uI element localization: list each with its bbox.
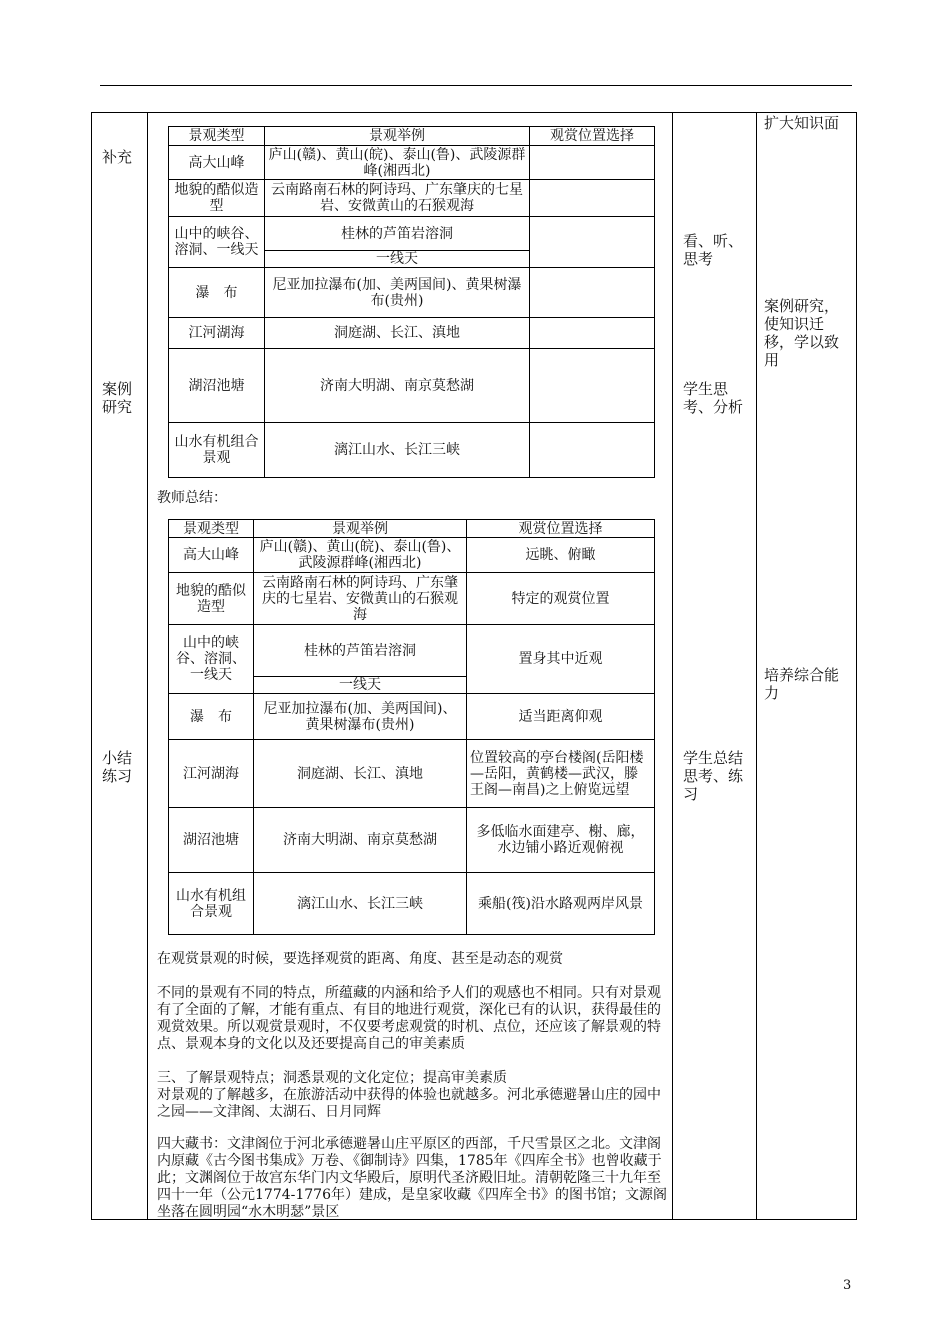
example-cell: 桂林的芦笛岩溶洞 — [265, 217, 530, 251]
intent-case-study: 案例研究，使知识迁移，学以致用 — [764, 297, 840, 369]
table-row — [169, 873, 655, 935]
example-cell: 尼亚加拉瀑布(加、美两国间)、黄果树瀑布(贵州) — [265, 268, 530, 318]
paragraph-chengde: 对景观的了解越多，在旅游活动中获得的体验也就越多。河北承德避暑山庄的园中之园——文津阁、太湖石、日月同辉 — [157, 1087, 661, 1120]
page-number: 3 — [843, 1278, 852, 1293]
type-cell: 高大山峰 — [169, 538, 254, 573]
table-row — [169, 349, 655, 423]
position-cell: 远眺、俯瞰 — [467, 538, 655, 573]
header-rule — [100, 85, 852, 86]
position-cell — [530, 423, 655, 478]
type-cell: 湖沼池塘 — [169, 349, 265, 423]
table-row — [169, 694, 655, 740]
table-row — [169, 180, 655, 217]
position-cell: 置身其中近观 — [467, 625, 655, 694]
paragraph-four-libraries: 四大藏书：文津阁位于河北承德避暑山庄平原区的西部，千尺雪景区之北。文津阁内原藏《古今图书集成》万卷、《御制诗》四集，1785年《四库全书》也曾收藏于此；文渊阁位于故宫东华门内文华殿后，原明代圣济殿旧址。清朝乾隆三十九年至四十一年（公元1774-1776年）建成，是皇家收藏《四库全书》的图书馆；文源阁坐落在圆明园“水木明瑟”景区 — [157, 1136, 667, 1220]
column-divider — [756, 113, 757, 1219]
table-row — [169, 217, 655, 251]
type-cell: 瀑 布 — [169, 694, 254, 740]
table-row — [169, 808, 655, 873]
position-cell: 多低临水面建亭、榭、廊，水边铺小路近观俯视 — [467, 808, 655, 873]
example-cell: 云南路南石林的阿诗玛、广东肇庆的七星岩、安微黄山的石猴观海 — [265, 180, 530, 217]
teacher-summary-label: 教师总结： — [157, 490, 227, 506]
type-cell: 山水有机组合景观 — [169, 423, 265, 478]
position-cell: 特定的观赏位置 — [467, 573, 655, 625]
table-row — [169, 625, 655, 677]
type-cell: 湖沼池塘 — [169, 808, 254, 873]
header-cell: 景观类型 — [169, 127, 265, 146]
column-divider — [147, 113, 148, 1219]
position-cell: 位置较高的亭台楼阁(岳阳楼—岳阳，黄鹤楼—武汉，滕王阁—南昌)之上俯览远望 — [467, 740, 655, 808]
position-cell — [530, 318, 655, 349]
position-cell — [530, 146, 655, 180]
student-activity-summary: 学生总结思考、练习 — [683, 749, 744, 803]
paragraph-landscape-features: 不同的景观有不同的特点，所蕴藏的内涵和给予人们的观感也不相同。只有对景观有了全面的了解，才能有重点、有目的地进行观赏，深化已有的认识，获得最佳的观赏效果。所以观赏景观时，不仅要考虑观赏的时机、点位，还应该了解景观的特点、景观本身的文化以及还要提高自己的审美素质 — [157, 985, 661, 1052]
type-cell: 瀑 布 — [169, 268, 265, 318]
intent-expand-knowledge: 扩大知识面 — [764, 114, 840, 132]
section-heading-three: 三、了解景观特点；洞悉景观的文化定位；提高审美素质 — [157, 1070, 507, 1086]
header-cell: 景观举例 — [265, 127, 530, 146]
type-cell: 江河湖海 — [169, 740, 254, 808]
student-activity-analyze: 学生思考、分析 — [683, 380, 744, 416]
teacher-summary-table — [168, 519, 655, 935]
example-cell: 济南大明湖、南京莫愁湖 — [265, 349, 530, 423]
example-cell: 一线天 — [254, 677, 467, 694]
intent-comprehensive-ability: 培养综合能力 — [764, 666, 840, 702]
type-cell: 山中的峡谷、溶洞、一线天 — [169, 217, 265, 268]
table-row — [169, 146, 655, 180]
example-cell: 洞庭湖、长江、滇地 — [254, 740, 467, 808]
type-cell: 地貌的酷似造型 — [169, 573, 254, 625]
example-cell: 桂林的芦笛岩溶洞 — [254, 625, 467, 677]
header-cell: 景观举例 — [254, 520, 467, 538]
header-cell: 观赏位置选择 — [467, 520, 655, 538]
stage-label-summary-practice: 小结练习 — [102, 749, 133, 785]
example-cell: 一线天 — [265, 251, 530, 268]
table-row — [169, 538, 655, 573]
table-header-row — [169, 520, 655, 538]
table-row — [169, 740, 655, 808]
example-cell: 尼亚加拉瀑布(加、美两国间)、黄果树瀑布(贵州) — [254, 694, 467, 740]
example-cell: 洞庭湖、长江、滇地 — [265, 318, 530, 349]
position-cell: 适当距离仰观 — [467, 694, 655, 740]
example-cell: 济南大明湖、南京莫愁湖 — [254, 808, 467, 873]
position-cell — [530, 349, 655, 423]
header-cell: 景观类型 — [169, 520, 254, 538]
example-cell: 漓江山水、长江三峡 — [265, 423, 530, 478]
type-cell: 江河湖海 — [169, 318, 265, 349]
table-row — [169, 573, 655, 625]
position-cell — [530, 217, 655, 268]
type-cell: 山水有机组合景观 — [169, 873, 254, 935]
position-cell — [530, 180, 655, 217]
header-cell: 观赏位置选择 — [530, 127, 655, 146]
table-row — [169, 318, 655, 349]
type-cell: 高大山峰 — [169, 146, 265, 180]
stage-label-case-study: 案例研究 — [102, 380, 133, 416]
student-activity-look-listen: 看、听、思考 — [683, 232, 744, 268]
example-cell: 庐山(赣)、黄山(皖)、泰山(鲁)、武陵源群峰(湘西北) — [265, 146, 530, 180]
position-cell: 乘船(筏)沿水路观两岸风景 — [467, 873, 655, 935]
stage-label-supplement: 补充 — [102, 148, 133, 166]
table-row — [169, 423, 655, 478]
case-study-table — [168, 126, 655, 478]
table-header-row — [169, 127, 655, 146]
table-row — [169, 268, 655, 318]
position-cell — [530, 268, 655, 318]
type-cell: 山中的峡谷、溶洞、一线天 — [169, 625, 254, 694]
example-cell: 庐山(赣)、黄山(皖)、泰山(鲁)、武陵源群峰(湘西北) — [254, 538, 467, 573]
example-cell: 云南路南石林的阿诗玛、广东肇庆的七星岩、安微黄山的石猴观海 — [254, 573, 467, 625]
type-cell: 地貌的酷似造型 — [169, 180, 265, 217]
paragraph-viewing-distance: 在观赏景观的时候，要选择观赏的距离、角度、甚至是动态的观赏 — [157, 951, 563, 967]
example-cell: 漓江山水、长江三峡 — [254, 873, 467, 935]
column-divider — [672, 113, 673, 1219]
